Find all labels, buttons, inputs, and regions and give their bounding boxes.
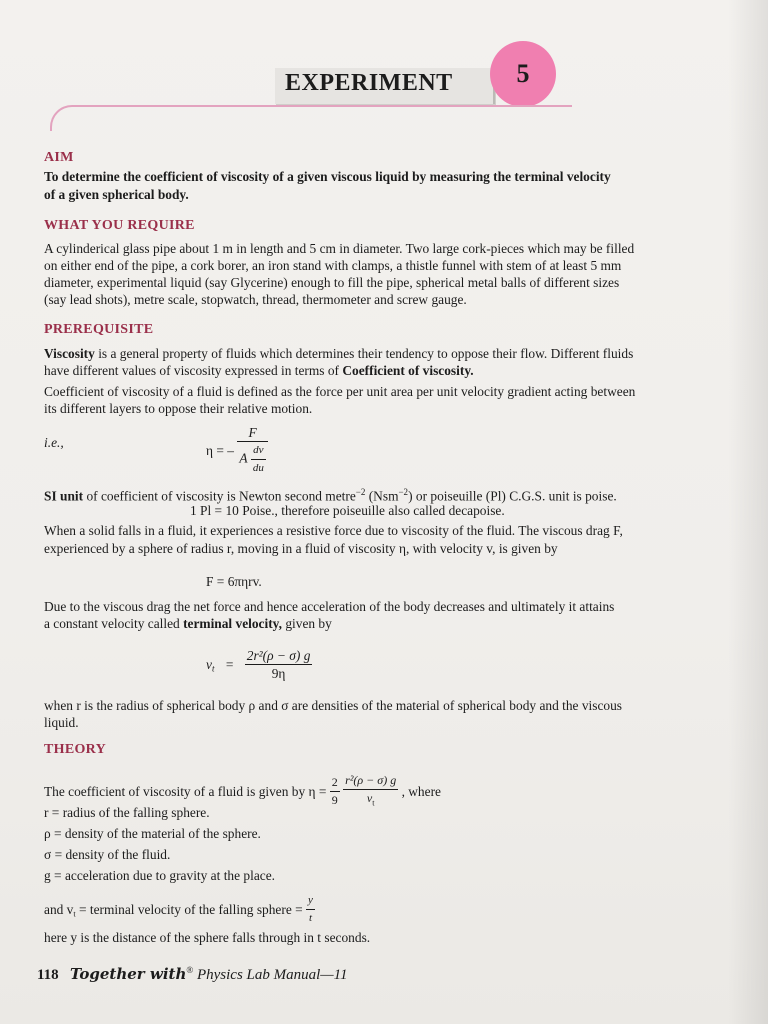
require-line-3: diameter, experimental liquid (say Glycerine) enough to fill the pipe, spherical metal balls of different sizes [44, 275, 620, 290]
experiment-number-badge: 5 [490, 41, 556, 107]
book-title: Physics Lab Manual—11 [196, 967, 348, 983]
page-footer: 118 Together with® Physics Lab Manual—11 [37, 965, 348, 983]
theory-def-sigma: σ = density of the fluid. [44, 847, 171, 862]
page-curl-shadow [728, 0, 768, 1024]
ie-label: i.e., [44, 435, 64, 450]
drag-line-2: experienced by a sphere of radius r, moving in a fluid of viscosity η, with velocity v, is given by [44, 541, 558, 556]
page-number: 118 [37, 967, 59, 983]
require-line-1: A cylinderical glass pipe about 1 m in length and 5 cm in diameter. Two large cork-pieces which may be filled [44, 241, 635, 256]
header-rule [50, 105, 572, 131]
aim-line-2: of a given spherical body. [44, 187, 189, 202]
terminal-line-2: a constant velocity called terminal velocity, given by [44, 616, 332, 631]
stokes-equation: F = 6πηrv. [206, 574, 262, 589]
coefficient-line-2: its different layers to oppose their relative motion. [44, 401, 313, 416]
require-line-4: (say lead shots), metre scale, stopwatch, thread, thermometer and screw gauge. [44, 292, 467, 307]
theory-heading: THEORY [44, 742, 106, 757]
viscosity-equation: η = – F A $\frac{dv}{du}$ [206, 424, 268, 477]
require-line-2: on either end of the pipe, a cork borer, an iron stand with clamps, a thistle funnel with stem of at least 5 mm [44, 258, 622, 273]
density-line-2: liquid. [44, 715, 79, 730]
theory-def-radius: r = radius of the falling sphere. [44, 805, 210, 820]
theory-def-distance: here y is the distance of the sphere falls through in t seconds. [44, 930, 371, 945]
aim-heading: AIM [44, 150, 74, 165]
theory-def-g: g = acceleration due to gravity at the place. [44, 868, 275, 883]
poiseuille-line: 1 Pl = 10 Poise., therefore poiseuille also called decapoise. [190, 503, 505, 518]
coefficient-line-1: Coefficient of viscosity of a fluid is defined as the force per unit area per unit velocity gradient acting between [44, 384, 636, 399]
theory-def-rho: ρ = density of the material of the sphere. [44, 826, 261, 841]
aim-line-1: To determine the coefficient of viscosity of a given viscous liquid by measuring the terminal velocity [44, 169, 611, 184]
si-unit-line: SI unit of coefficient of viscosity is Newton second metre$^{-2}$ (Nsm$^{-2}$) or poiseuille (Pl) C.G.S. unit is poise. [44, 487, 617, 504]
viscosity-line-2: have different values of viscosity expressed in terms of Coefficient of viscosity. [44, 363, 474, 378]
brand-logo: Together with [69, 965, 187, 983]
prereq-heading: PREREQUISITE [44, 322, 154, 337]
terminal-velocity-equation: $v_t$ = $\frac{\text{2r²(ρ − σ) g}}{9\eta}$ [206, 648, 311, 681]
drag-line-1: When a solid falls in a fluid, it experiences a resistive force due to viscosity of the fluid. The viscous drag F, [44, 523, 623, 538]
theory-formula-line: The coefficient of viscosity of a fluid is given by η = $\frac{2}{9}$ $\frac{\text{r²(ρ − σ) g}}{v_t}$ , where [44, 773, 441, 808]
viscosity-line-1: Viscosity is a general property of fluids which determines their tendency to oppose their flow. Different fluids [44, 346, 634, 361]
density-line-1: when r is the radius of spherical body ρ and σ are densities of the material of spherical body and the viscous [44, 698, 623, 713]
terminal-line-1: Due to the viscous drag the net force and hence acceleration of the body decreases and ultimately it attains [44, 599, 615, 614]
require-heading: WHAT YOU REQUIRE [44, 218, 195, 233]
experiment-title: EXPERIMENT [285, 70, 453, 96]
theory-def-velocity: and $v_t$ = terminal velocity of the falling sphere = $\frac{y}{t}$ [44, 894, 313, 924]
